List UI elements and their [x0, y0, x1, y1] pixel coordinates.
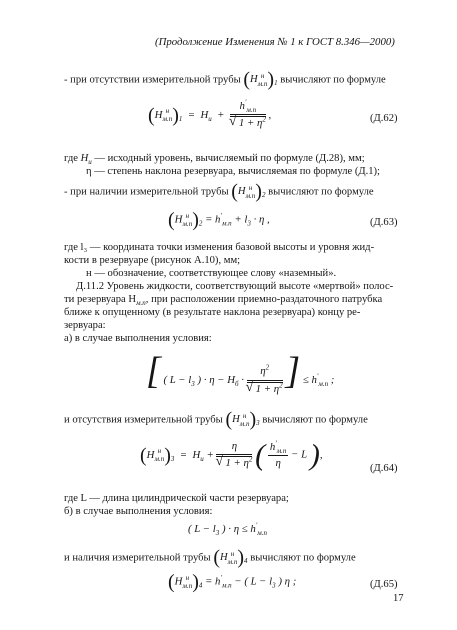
- equation-d62: (H н м.п )$_1 = H_и$ + $h'_{м.п}$ √ $1 + \eta^2$ ,: [148, 100, 271, 131]
- text-line: ближе к опущенному (в результате наклона резервуара) концу ре-: [64, 307, 361, 318]
- equation-d63: (H н м.п )$_2 = h'_{м.п} + l_3 \cdot \eta$ ,: [168, 209, 270, 231]
- text-line: н — обозначение, соответствующее слову «наземный».: [86, 268, 337, 279]
- equation-d64: (H н м.п )$_3 = H_и$ + η √ $1 + \eta^2$ ( $\frac{h'_{м.п}}{\eta}$ − L ),: [140, 440, 323, 471]
- text-line: кости в резервуаре (рисунок А.10), мм;: [64, 255, 241, 266]
- page-number: 17: [393, 593, 404, 604]
- equation-number: (Д.63): [370, 217, 398, 228]
- equation-d65: (H н м.п )$_4 = h'_{м.п}$ − ( $L - l_3$ ) η ;: [168, 571, 297, 593]
- text-line: η — степень наклона резервуара, вычисляемая по формуле (Д.1);: [86, 166, 381, 177]
- text-line: и отсутствия измерительной трубы (H н м.п )$_3$ вычисляют по формуле: [64, 409, 368, 431]
- text-line: где $H_и$ — исходный уровень, вычисляемый по формуле (Д.28), мм;: [64, 153, 365, 167]
- text-line: б) в случае выполнения условия:: [64, 506, 213, 517]
- text-line: Д.11.2 Уровень жидкости, соответствующий высоте «мертвой» полос-: [76, 281, 394, 292]
- text-line: зервуара:: [64, 320, 106, 331]
- page-header: (Продолжение Изменения № 1 к ГОСТ 8.346—2000): [155, 36, 395, 48]
- condition-b: ( $L - l_3$ ) · $\eta \le h'_{м.п}$: [188, 521, 267, 538]
- text-line: - при наличии измерительной трубы (H н м.п )$_2$ вычисляют по формуле: [64, 181, 374, 203]
- text-line: где l₃ — координата точки изменения базовой высоты и уровня жид-: [64, 242, 375, 253]
- equation-number: (Д.65): [370, 579, 398, 590]
- text-line: где L — длина цилиндрической части резервуара;: [64, 493, 289, 504]
- condition-a: [ ( $L - l_3$ ) · $\eta - H_б$ · $\eta^2$ √ $1 + \eta^2$ ] ≤ $h'_{м.п}$ ;: [146, 352, 334, 396]
- text-line: а) в случае выполнения условия:: [64, 333, 212, 344]
- text-line: и наличия измерительной трубы (H н м.п )$_4$ вычисляют по формуле: [64, 547, 356, 569]
- text-line: ти резервуара $H_{м.п}$, при расположении приемно-раздаточного патрубка: [64, 294, 383, 308]
- equation-number: (Д.64): [370, 463, 398, 474]
- text-line: - при отсутствии измерительной трубы (H н м.п )$_1$ вычисляют по формуле: [64, 69, 386, 91]
- equation-number: (Д.62): [370, 113, 398, 124]
- symbol-H-mp-1: (H н м.п )$_1$: [243, 69, 278, 91]
